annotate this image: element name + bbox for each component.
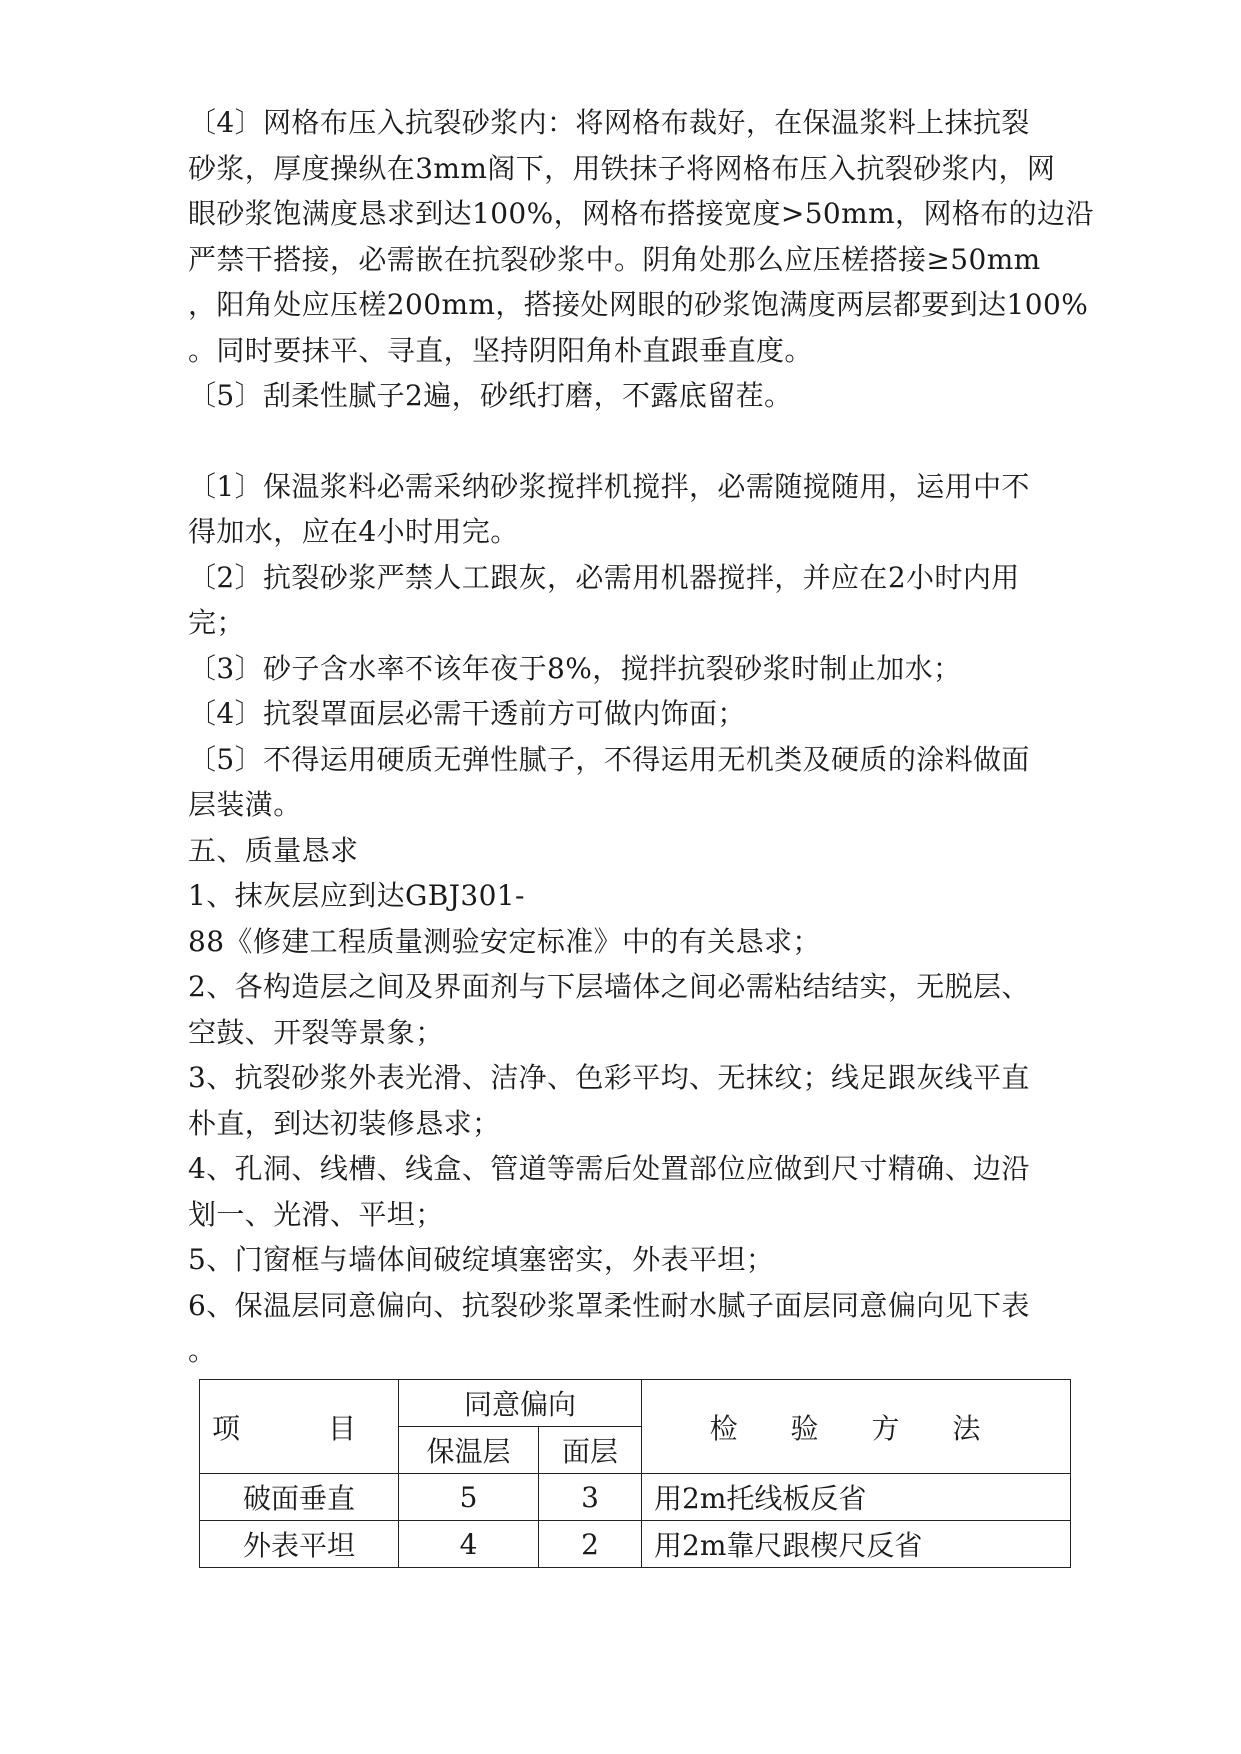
cell-item: 外表平坦 xyxy=(200,1521,399,1568)
cell-surface: 2 xyxy=(539,1521,642,1568)
text-line: 2、各构造层之间及界面剂与下层墙体之间必需粘结结实，无脱层、 xyxy=(188,970,1030,1003)
text-line: 〔3〕砂子含水率不该年夜于8%，搅拌抗裂砂浆时制止加水； xyxy=(188,651,962,685)
table-row xyxy=(200,1521,1071,1568)
text-line: 划一、光滑、平坦； xyxy=(188,1197,444,1231)
cell-insulation: 5 xyxy=(399,1474,539,1521)
header-allowed-deviation: 同意偏向 xyxy=(399,1380,642,1427)
cell-method: 用2m托线板反省 xyxy=(642,1474,1071,1521)
blank-line xyxy=(188,419,1068,464)
cell-insulation: 4 xyxy=(399,1521,539,1568)
text-line: 〔5〕刮柔性腻子2遍，砂纸打磨，不露底留茬。 xyxy=(188,379,793,412)
text-line: 4、孔洞、线槽、线盒、管道等需后处置部位应做到尺寸精确、边沿 xyxy=(188,1152,1030,1185)
deviation-table xyxy=(199,1379,1071,1568)
cell-item: 破面垂直 xyxy=(200,1474,399,1521)
text-line: 。同时要抹平、寻直，坚持阴阳角朴直跟垂直度。 xyxy=(188,333,813,367)
section-heading: 五、质量恳求 xyxy=(188,833,359,867)
text-line: 6、保温层同意偏向、抗裂砂浆罩柔性耐水腻子面层同意偏向见下表 xyxy=(188,1288,1030,1322)
text-line: 3、抗裂砂浆外表光滑、洁净、色彩平均、无抹纹；线足跟灰线平直 xyxy=(188,1061,1030,1094)
text-line: 5、门窗框与墙体间破绽填塞密实，外表平坦； xyxy=(188,1243,775,1276)
cell-method: 用2m靠尺跟楔尺反省 xyxy=(642,1521,1071,1568)
text-line: 1、抹灰层应到达GBJ301- xyxy=(188,879,525,912)
text-line: ，阳角处应压槎200mm，搭接处网眼的砂浆饱满度两层都要到达100% xyxy=(188,288,1089,321)
header-surface-layer: 面层 xyxy=(539,1427,642,1474)
text-line: 朴直，到达初装修恳求； xyxy=(188,1106,501,1140)
text-line: 。 xyxy=(188,1334,217,1367)
text-line: 空鼓、开裂等景象； xyxy=(188,1015,444,1049)
text-line: 得加水，应在4小时用完。 xyxy=(188,515,519,548)
text-line: 严禁干搭接，必需嵌在抗裂砂浆中。阴角处那么应压槎搭接≥50mm xyxy=(188,242,1041,276)
cell-surface: 3 xyxy=(539,1474,642,1521)
header-item: 项 目 xyxy=(200,1380,399,1474)
text-line: 完； xyxy=(188,606,245,639)
header-method: 检 验 方 法 xyxy=(642,1380,1071,1474)
text-line: 砂浆，厚度操纵在3mm阁下，用铁抹子将网格布压入抗裂砂浆内，网 xyxy=(188,151,1056,185)
text-line: 〔4〕网格布压入抗裂砂浆内：将网格布裁好，在保温浆料上抹抗裂 xyxy=(188,106,1030,139)
text-line: 〔5〕不得运用硬质无弹性腻子，不得运用无机类及硬质的涂料做面 xyxy=(188,742,1030,776)
text-line: 〔2〕抗裂砂浆严禁人工跟灰，必需用机器搅拌，并应在2小时内用 xyxy=(188,560,1020,594)
text-line: 层装潢。 xyxy=(188,788,302,821)
text-line: 〔4〕抗裂罩面层必需干透前方可做内饰面； xyxy=(188,697,746,730)
document-body xyxy=(188,100,1094,1374)
text-line: 眼砂浆饱满度恳求到达100%，网格布搭接宽度>50mm，网格布的边沿 xyxy=(188,197,1094,230)
table-row xyxy=(200,1474,1071,1521)
header-insulation-layer: 保温层 xyxy=(399,1427,539,1474)
text-line: 88《修建工程质量测验安定标准》中的有关恳求； xyxy=(188,924,821,958)
text-line: 〔1〕保温浆料必需采纳砂浆搅拌机搅拌，必需随搅随用，运用中不 xyxy=(188,469,1030,503)
